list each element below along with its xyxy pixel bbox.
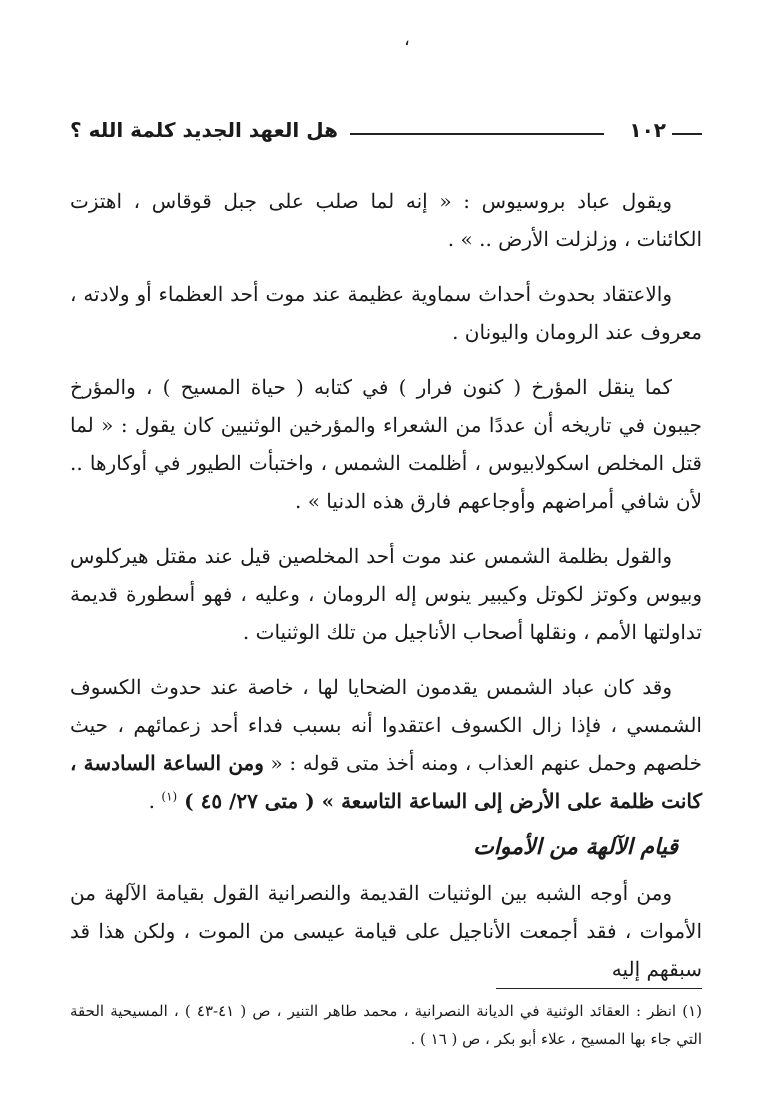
top-mark: ، [404, 29, 410, 50]
bible-quote: ومن الساعة السادسة ، كانت ظلمة على الأرض إلى الساعة التاسعة [70, 751, 702, 813]
paragraph-2: والاعتقاد بحدوث أحداث سماوية عظيمة عند موت أحد العظماء أو ولادته ، معروف عند الرومان واليونان . [70, 282, 702, 344]
paragraph-5-lead: وقد كان عباد الشمس يقدمون الضحايا لها ، خاصة عند حدوث الكسوف الشمسي ، فإذا زال الكسوف اعتقدوا أنه بسبب فداء أحد زعمائهم ، حيث خلصهم وحمل عنهم العذاب ، ومنه أخذ متى قوله : « [70, 675, 702, 775]
header-rule-short [672, 133, 702, 135]
paragraph-6: ومن أوجه الشبه بين الوثنيات القديمة والنصرانية القول بقيامة الآلهة من الأموات ، فقد أجمعت الأناجيل على قيامة عيسى من الموت ، ولكن هذا قد سبقهم إليه [70, 881, 702, 981]
paragraph-1: ويقول عباد بروسيوس : « إنه لما صلب على جبل قوقاس ، اهتزت الكائنات ، وزلزلت الأرض .. » . [70, 189, 702, 251]
footnote-mark: (١) [161, 789, 178, 804]
footnote: (١) انظر : العقائد الوثنية في الديانة النصرانية ، محمد طاهر التنير ، ص ( ٤١-٤٣ ) ، المسيحية الحقة التي جاء بها المسيح ، علاء أبو بكر ، ص ( ١٦ ) . [70, 1002, 702, 1048]
header-rule [350, 133, 604, 135]
paragraph-4: والقول بظلمة الشمس عند موت أحد المخلصين قيل عند مقتل هيركلوس وبيوس وكوتز لكوتل وكيبير ينوس إله الرومان ، وعليه ، فهو أسطورة قديمة تداولتها الأمم ، ونقلها أصحاب الأناجيل من تلك الوثنيات . [70, 544, 702, 644]
page-body [70, 182, 702, 988]
page-header [70, 112, 702, 148]
running-title: هل العهد الجديد كلمة الله ؟ [70, 118, 338, 142]
bible-reference: » ( متى ٢٧/ ٤٥ ) [177, 789, 342, 813]
paragraph-3: كما ينقل المؤرخ ( كنون فرار ) في كتابه ( حياة المسيح ) ، والمؤرخ جيبون في تاريخه أن عددًا من الشعراء والمؤرخين الوثنيين كان يقول : « لما قتل المخلص اسكولابيوس ، أظلمت الشمس ، واختبأت الطيور في أوكارها .. لأن شافي أمراضهم وأوجاعهم فارق هذه الدنيا » . [70, 375, 702, 513]
page-number: ١٠٢ [629, 118, 666, 142]
footnote-rule [496, 988, 702, 989]
section-heading: قيام الآلهة من الأموات [473, 835, 678, 860]
paragraph-5 [70, 668, 702, 820]
paragraph-5-end: . [148, 789, 162, 813]
